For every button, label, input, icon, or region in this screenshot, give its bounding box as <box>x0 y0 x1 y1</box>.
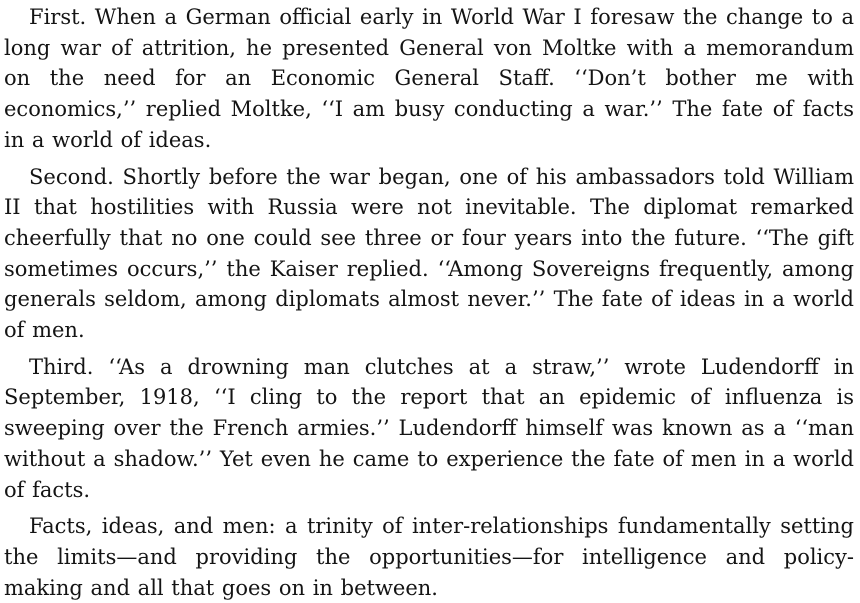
paragraph-conclusion: Facts, ideas, and men: a trinity of inter-relationships fundamentally setting the limits—and providing the opportunities—for intelligence and policy-making and all that goes on in between. <box>4 514 854 600</box>
paragraph-first: First. When a German official early in World War I foresaw the change to a long war of attrition, he presented General von Moltke with a memorandum on the need for an Economic General Staff. ‘‘Don’t bother me with economics,’’ replied Moltke, ‘‘I am busy conducting a war.’’ The fate of facts in a world of ideas. <box>4 5 854 152</box>
paragraph-third: Third. ‘‘As a drowning man clutches at a straw,’’ wrote Ludendorff in September, 1918, ‘‘I cling to the report that an epidemic of influenza is sweeping over the French armies.’’ Ludendorff himself was known as a ‘‘man without a shadow.’’ Yet even he came to experience the fate of men in a world of facts. <box>4 354 854 502</box>
document-page <box>4 2 854 603</box>
paragraph-second: Second. Shortly before the war began, one of his ambassadors told William II that hostilities with Russia were not inevitable. The diplomat remarked cheerfully that no one could see three or four years into the future. ‘‘The gift sometimes occurs,’’ the Kaiser replied. ‘‘Among Sovereigns frequently, among generals seldom, among diplomats almost never.’’ The fate of ideas in a world of men. <box>4 164 854 343</box>
